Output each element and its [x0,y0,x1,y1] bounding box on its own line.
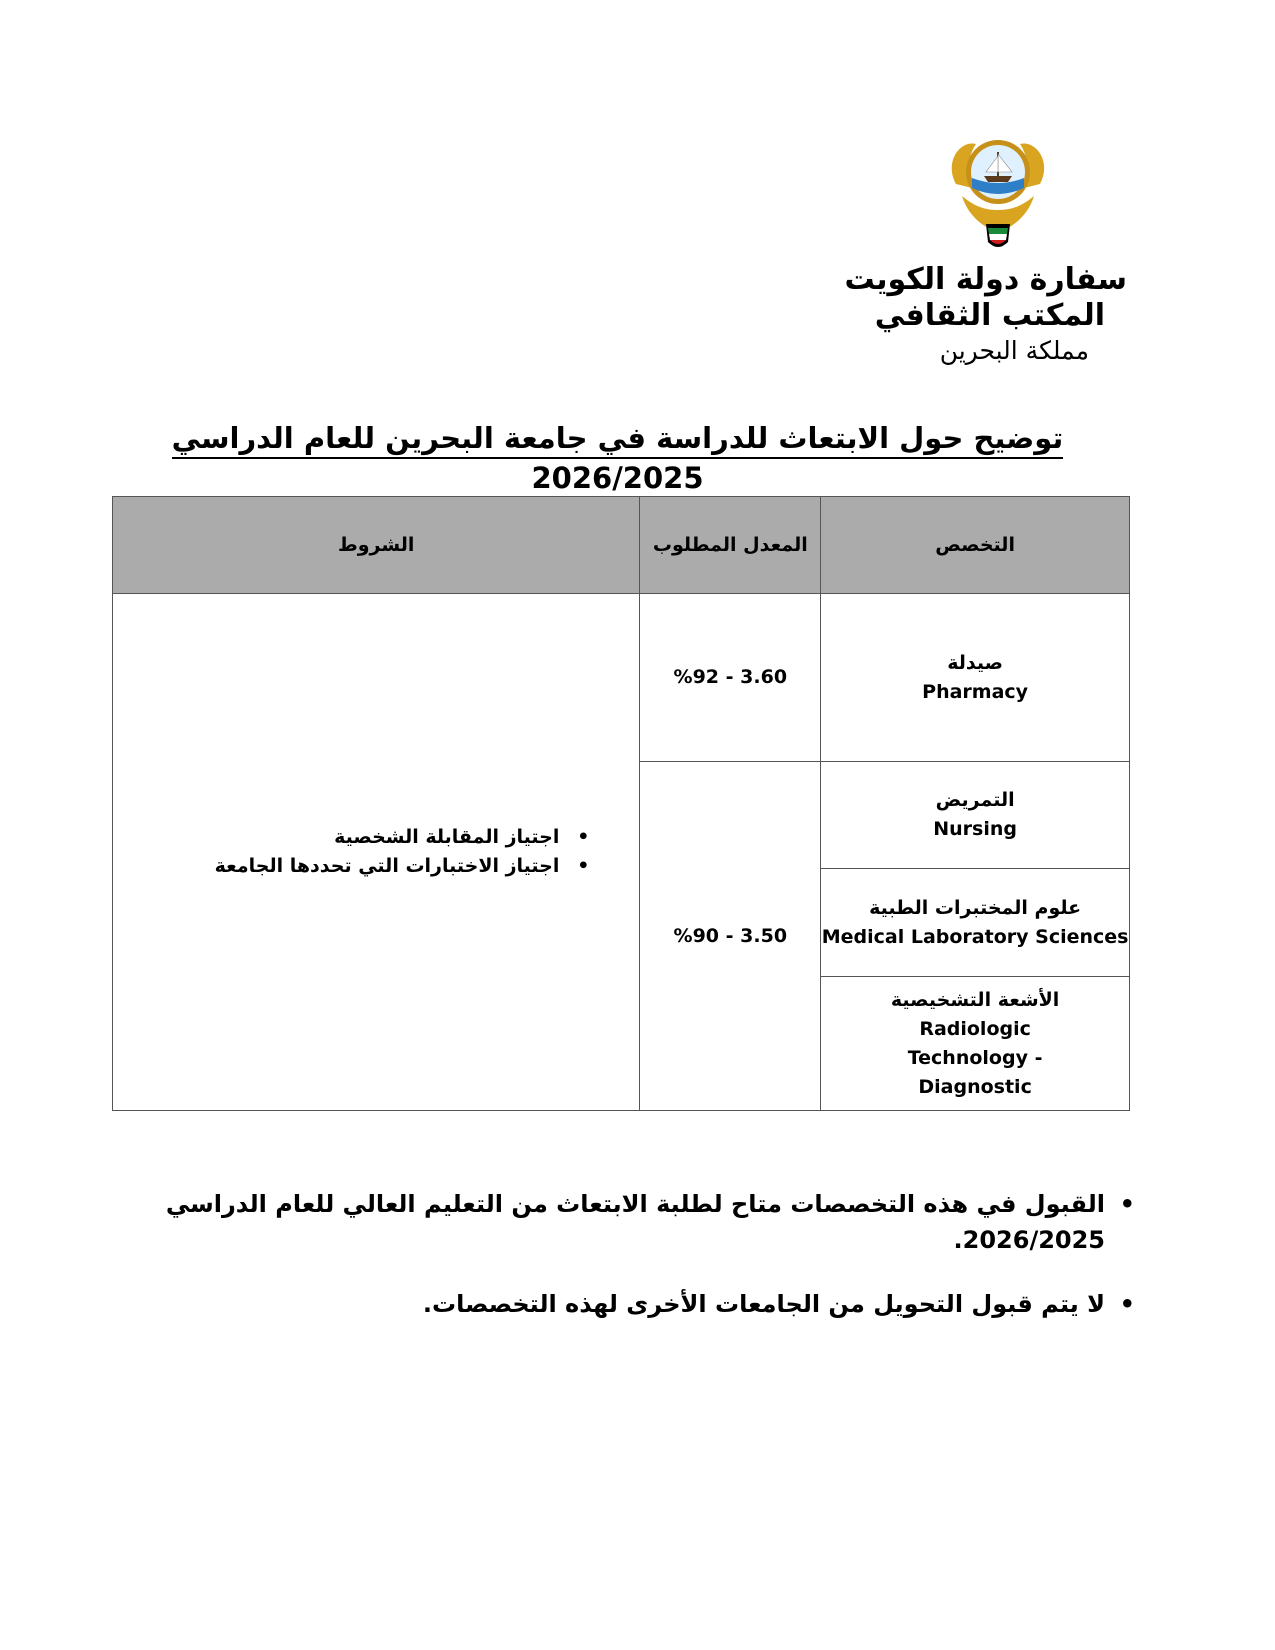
header-conditions: الشروط [113,497,640,594]
conditions-cell [113,594,640,1111]
specialty-en: Nursing [933,818,1017,840]
gpa-cell: 3.50 - %90 [640,762,821,1111]
specialty-ar: علوم المختبرات الطبية [869,896,1082,919]
specialty-cell [821,869,1130,977]
header-gpa: المعدل المطلوب [640,497,821,594]
specialty-ar: صيدلة [947,651,1003,674]
page-title: توضيح حول الابتعاث للدراسة في جامعة البحرين للعام الدراسي 2026/2025 [140,418,1095,498]
list-item: • القبول في هذه التخصصات متاح لطلبة الابتعاث من التعليم العالي للعام الدراسي 2026/2025. [135,1186,1135,1258]
org-name-cultural-office: المكتب الثقافي [874,298,1105,333]
notes-list [135,1186,1135,1350]
specialty-ar: التمريض [935,789,1015,811]
list-item: • اجتياز المقابلة الشخصية [113,823,589,852]
specialty-en: Pharmacy [922,680,1029,703]
specialty-ar: الأشعة التشخيصية [890,988,1060,1011]
organization-block [767,262,1127,368]
org-name-embassy: سفارة دولة الكويت [844,262,1127,297]
specialty-cell [821,977,1130,1111]
specialty-cell [821,762,1130,869]
kuwait-emblem-icon [942,132,1054,256]
conditions-list [113,823,639,881]
header-specialty: التخصص [821,497,1130,594]
gpa-cell: 3.60 - %92 [640,594,821,762]
specialty-en: Radiologic Technology - Diagnostic [907,1017,1043,1098]
table-row [113,594,1130,762]
specialty-cell [821,594,1130,762]
table-header-row [113,497,1130,594]
requirements-table [112,496,1130,1111]
org-name-country: مملكة البحرين [939,336,1089,365]
specialty-en: Medical Laboratory Sciences [821,925,1129,948]
list-item: • لا يتم قبول التحويل من الجامعات الأخرى لهذه التخصصات. [135,1286,1135,1322]
list-item: • اجتياز الاختبارات التي تحددها الجامعة [113,852,589,881]
